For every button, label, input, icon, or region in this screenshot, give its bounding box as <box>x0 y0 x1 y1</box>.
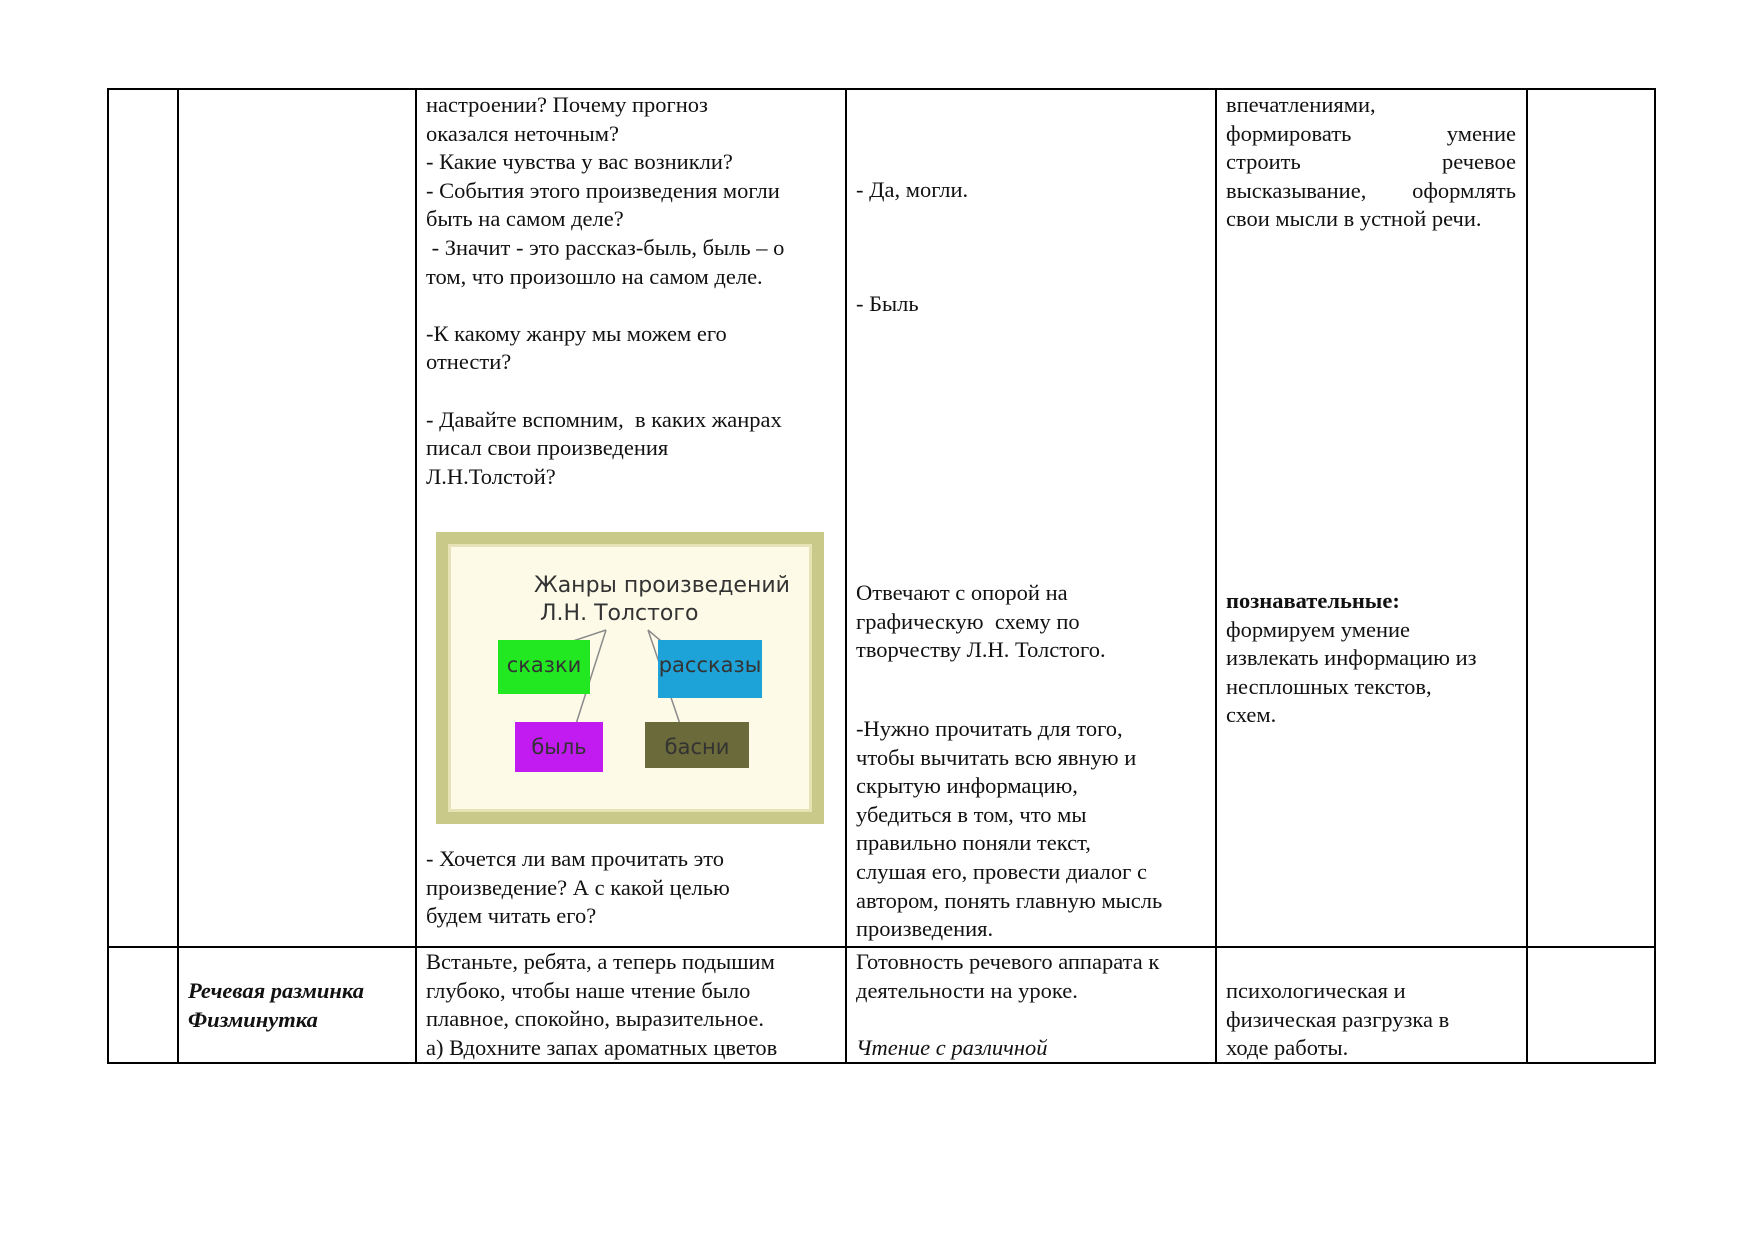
question-read-line: будем читать его? <box>426 903 597 929</box>
answer-read-line: произведения. <box>856 916 994 942</box>
teacher-text-line: - События этого произведения могли <box>426 177 780 203</box>
student-answer-byl: - Быль <box>856 291 919 316</box>
cognitive-line: извлекать информацию из <box>1226 645 1477 671</box>
question-remember-line: писал свои произведения <box>426 435 669 461</box>
table-border-top <box>107 88 1656 90</box>
question-genre-line: -К какому жанру мы можем его <box>426 320 727 346</box>
answer-read-line: -Нужно прочитать для того, <box>856 716 1123 741</box>
teacher-question-read <box>426 845 836 931</box>
student-answer-yes: - Да, могли. <box>856 177 969 202</box>
teacher-text-line: - Какие чувства у вас возникли? <box>426 149 733 175</box>
stage-line: Физминутка <box>188 1006 318 1032</box>
genres-diagram <box>436 532 824 824</box>
bottom-teacher-line: глубоко, чтобы наше чтение было <box>426 977 751 1003</box>
teacher-text-line: - Значит - это рассказ-быль, быль – о <box>426 234 785 260</box>
question-remember-line: Л.Н.Толстой? <box>426 463 556 489</box>
cognitive-line: формируем умение <box>1226 616 1411 642</box>
answer-scheme-line: Отвечают с опорой на <box>856 580 1068 605</box>
answer-read-line: слушая его, провести диалог с <box>856 858 1147 884</box>
genre-box-byl: быль <box>515 722 603 772</box>
bottom-teacher-line: Встаньте, ребята, а теперь подышим <box>426 949 775 974</box>
cognitive-line: несплошных текстов, <box>1226 673 1432 699</box>
bottom-student-line: деятельности на уроке. <box>856 977 1078 1003</box>
bottom-student-line: Готовность речевого аппарата к <box>856 949 1160 974</box>
uud-cognitive-cell <box>1226 587 1516 730</box>
answer-scheme-line: творчеству Л.Н. Толстого. <box>856 637 1106 663</box>
col-divider-1 <box>107 88 109 1064</box>
teacher-text-line: быть на самом деле? <box>426 206 624 232</box>
teacher-text-line: оказался неточным? <box>426 120 620 146</box>
col-divider-2 <box>177 88 179 1064</box>
col-divider-7 <box>1654 88 1656 1064</box>
genre-box-skazki: сказки <box>498 640 590 694</box>
diagram-title <box>534 572 794 628</box>
stage-name-cell <box>188 977 414 1034</box>
answer-read-line: чтобы вычитать всю явную и <box>856 744 1137 770</box>
uud-line: свои мысли в устной речи. <box>1226 206 1482 232</box>
uud-line: впечатлениями, <box>1226 92 1376 117</box>
uud-communicative-cell <box>1226 91 1516 234</box>
col-divider-3 <box>415 88 417 1064</box>
question-remember-line: - Давайте вспомним, в каких жанрах <box>426 406 782 432</box>
answer-read-line: правильно поняли текст, <box>856 830 1091 856</box>
bottom-teacher-line: а) Вдохните запах ароматных цветов <box>426 1034 778 1060</box>
bottom-uud-cell <box>1226 977 1516 1063</box>
uud-line: строить речевое <box>1226 149 1516 175</box>
diagram-title-line: Л.Н. Толстого <box>540 601 699 626</box>
genre-box-basni: басни <box>645 722 749 768</box>
answer-read-line: убедиться в том, что мы <box>856 801 1087 827</box>
answer-read-line: скрытую информацию, <box>856 773 1078 799</box>
cognitive-line: схем. <box>1226 702 1277 728</box>
answer-scheme-line: графическую схему по <box>856 608 1080 634</box>
diagram-title-line: Жанры произведений <box>534 573 790 598</box>
student-answer-scheme <box>856 579 1206 665</box>
bottom-student-cell <box>856 948 1214 1062</box>
genre-box-rasskazy: рассказы <box>658 640 762 698</box>
bottom-uud-line: психологическая и <box>1226 978 1406 1003</box>
cognitive-heading: познавательные: <box>1226 588 1400 613</box>
uud-line: формировать умение <box>1226 120 1516 146</box>
uud-line: высказывание, оформлять <box>1226 177 1516 203</box>
bottom-uud-line: ходе работы. <box>1226 1035 1349 1061</box>
question-read-line: произведение? А с какой целью <box>426 874 730 900</box>
col-divider-4 <box>845 88 847 1064</box>
bottom-teacher-cell <box>426 948 844 1062</box>
teacher-text-line: том, что произошло на самом деле. <box>426 263 763 289</box>
teacher-activity-cell <box>426 91 836 491</box>
bottom-uud-line: физическая разгрузка в <box>1226 1006 1450 1032</box>
bottom-teacher-line: плавное, спокойно, выразительное. <box>426 1006 764 1032</box>
answer-read-line: автором, понять главную мысль <box>856 887 1163 913</box>
bottom-student-italic: Чтение с различной <box>856 1034 1048 1060</box>
student-answer-read <box>856 715 1216 944</box>
stage-line: Речевая разминка <box>188 978 365 1003</box>
question-read-line: - Хочется ли вам прочитать это <box>426 846 725 871</box>
col-divider-6 <box>1526 88 1528 1064</box>
question-genre-line: отнести? <box>426 349 512 375</box>
teacher-text-line: настроении? Почему прогноз <box>426 92 708 117</box>
